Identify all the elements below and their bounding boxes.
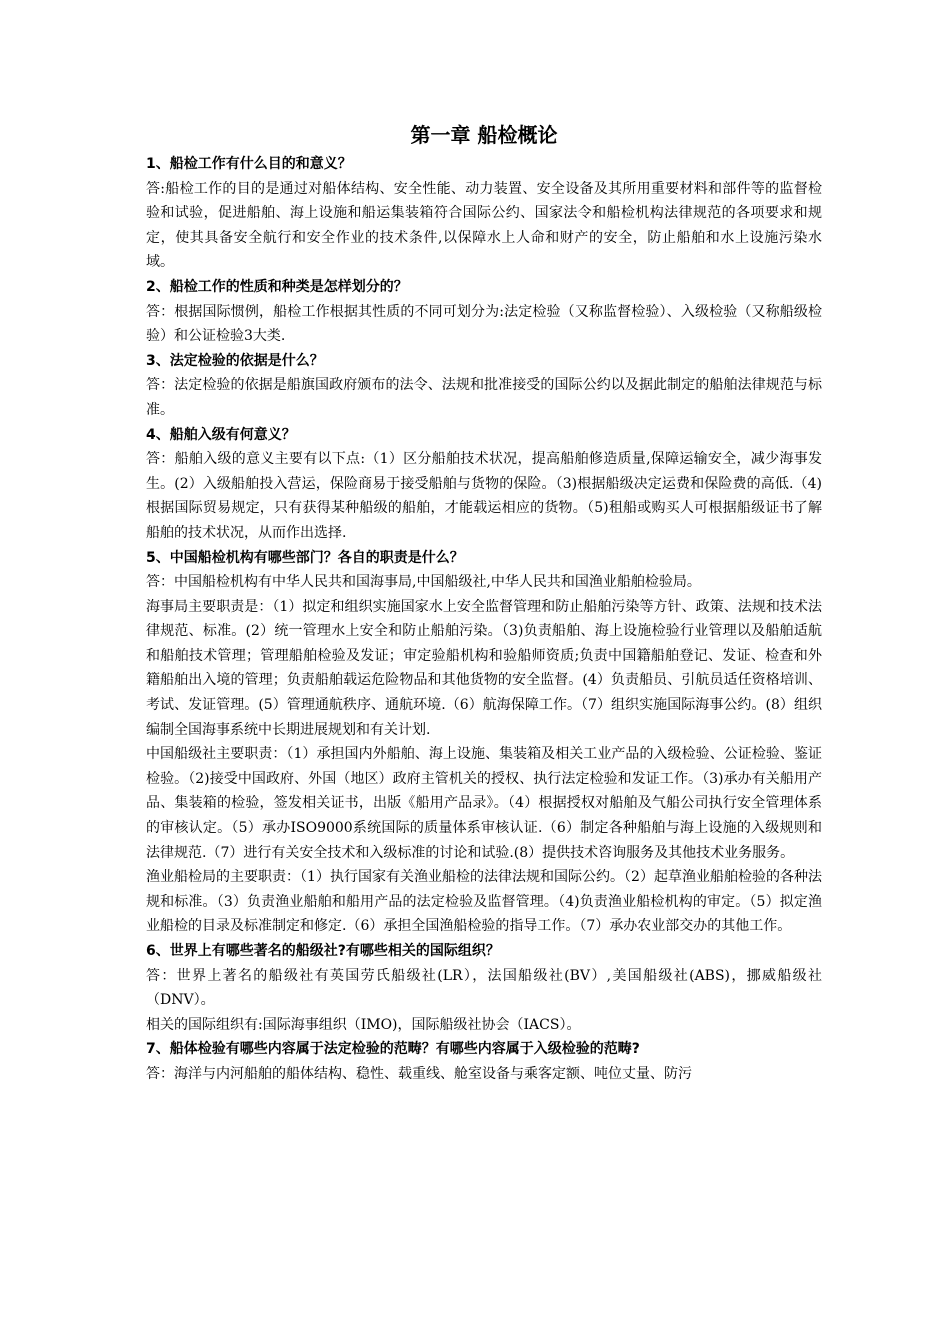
answer-paragraph: 海事局主要职责是：（1）拟定和组织实施国家水上安全监督管理和防止船舶污染等方针、政策、法规和技术法律规范、标准。(2）统一管理水上安全和防止船舶污染。（3)负责船舶、海上设施检验行业管理以及船舶适航和船舶技术管理；管理船舶检验及发证；审定验船机构和验船师资质;负责中国籍船舶登记、发证、检查和外籍船舶出入境的管理；负责船舶载运危险物品和其他货物的安全监督。(4）负责船员、引航员适任资格培训、考试、发证管理。(5）管理通航秩序、通航环境.（6）航海保障工作。（7）组织实施国际海事公约。(8）组织编制全国海事系统中长期进展规划和有关计划. xyxy=(146,598,822,738)
question-heading: 4、船舶入级有何意义？ xyxy=(146,426,296,443)
answer-paragraph: 答：中国船检机构有中华人民共和国海事局,中国船级社,中华人民共和国渔业船舶检验局。 xyxy=(146,574,701,591)
question-heading: 2、船检工作的性质和种类是怎样划分的？ xyxy=(146,278,408,295)
question-heading: 6、世界上有哪些著名的船级社?有哪些相关的国际组织？ xyxy=(146,943,500,959)
answer-paragraph: 渔业船检局的主要职责：（1）执行国家有关渔业船检的法律法规和国际公约。（2）起草渔业船舶检验的各种法规和标准。（3）负责渔业船舶和船用产品的法定检验及监督管理。（4)负责渔业船检机构的审定。（5）拟定渔业船检的目录及标准制定和修定.（6）承担全国渔船检验的指导工作。（7）承办农业部交办的其他工作。 xyxy=(146,869,822,935)
question-heading: 3、法定检验的依据是什么？ xyxy=(146,352,324,369)
question-heading: 5、中国船检机构有哪些部门？各自的职责是什么？ xyxy=(146,549,464,566)
document-body xyxy=(146,152,822,1087)
answer-paragraph: 答:船检工作的目的是通过对船体结构、安全性能、动力装置、安全设备及其所用重要材料和部件等的监督检验和试验，促进船舶、海上设施和船运集装箱符合国际公约、国家法令和船检机构法律规范的各项要求和规定，使其具备安全航行和安全作业的技术条件,以保障水上人命和财产的安全，防止船舶和水上设施污染水域。 xyxy=(146,180,822,271)
page-title: 第一章 船检概论 xyxy=(410,123,558,147)
answer-paragraph: 相关的国际组织有:国际海事组织（IMO)，国际船级社协会（IACS）。 xyxy=(146,1016,581,1033)
answer-paragraph: 答：海洋与内河船舶的船体结构、稳性、载重线、舱室设备与乘客定额、吨位丈量、防污 xyxy=(146,1065,692,1082)
answer-paragraph: 答：船舶入级的意义主要有以下点:（1）区分船舶技术状况，提高船舶修造质量,保障运输安全，减少海事发生。(2）入级船舶投入营运，保险商易于接受船舶与货物的保险。（3)根据船级决定运费和保险费的高低.（4)根据国际贸易规定，只有获得某种船级的船舶，才能载运相应的货物。（5)租船或购买人可根据船级证书了解船舶的技术状况，从而作出选择. xyxy=(146,451,822,541)
question-heading: 7、船体检验有哪些内容属于法定检验的范畴？有哪些内容属于入级检验的范畴? xyxy=(146,1041,640,1058)
question-heading: 1、船检工作有什么目的和意义？ xyxy=(146,156,352,172)
answer-paragraph: 答：世界上著名的船级社有英国劳氏船级社(LR），法国船级社(BV）,美国船级社(ABS)，挪威船级社（DNV）。 xyxy=(146,967,822,1009)
answer-paragraph: 答：根据国际惯例，船检工作根据其性质的不同可划分为:法定检验（又称监督检验）、入级检验（又称船级检验）和公证检验3大类. xyxy=(146,303,822,345)
answer-paragraph: 答：法定检验的依据是船旗国政府颁布的法令、法规和批准接受的国际公约以及据此制定的船舶法律规范与标准。 xyxy=(146,377,822,418)
answer-paragraph: 中国船级社主要职责：（1）承担国内外船舶、海上设施、集装箱及相关工业产品的入级检验、公证检验、鉴证检验。（2)接受中国政府、外国（地区）政府主管机关的授权、执行法定检验和发证工作。（3)承办有关船用产品、集装箱的检验，签发相关证书，出版《船用产品录》。（4）根据授权对船舶及气船公司执行安全管理体系的审核认定。（5）承办ISO9000系统国际的质量体系审核认证.（6）制定各种船舶与海上设施的入级规则和法律规范.（7）进行有关安全技术和入级标准的讨论和试验.(8）提供技术咨询服务及其他技术业务服务。 xyxy=(146,746,822,861)
document-page xyxy=(146,118,822,1087)
